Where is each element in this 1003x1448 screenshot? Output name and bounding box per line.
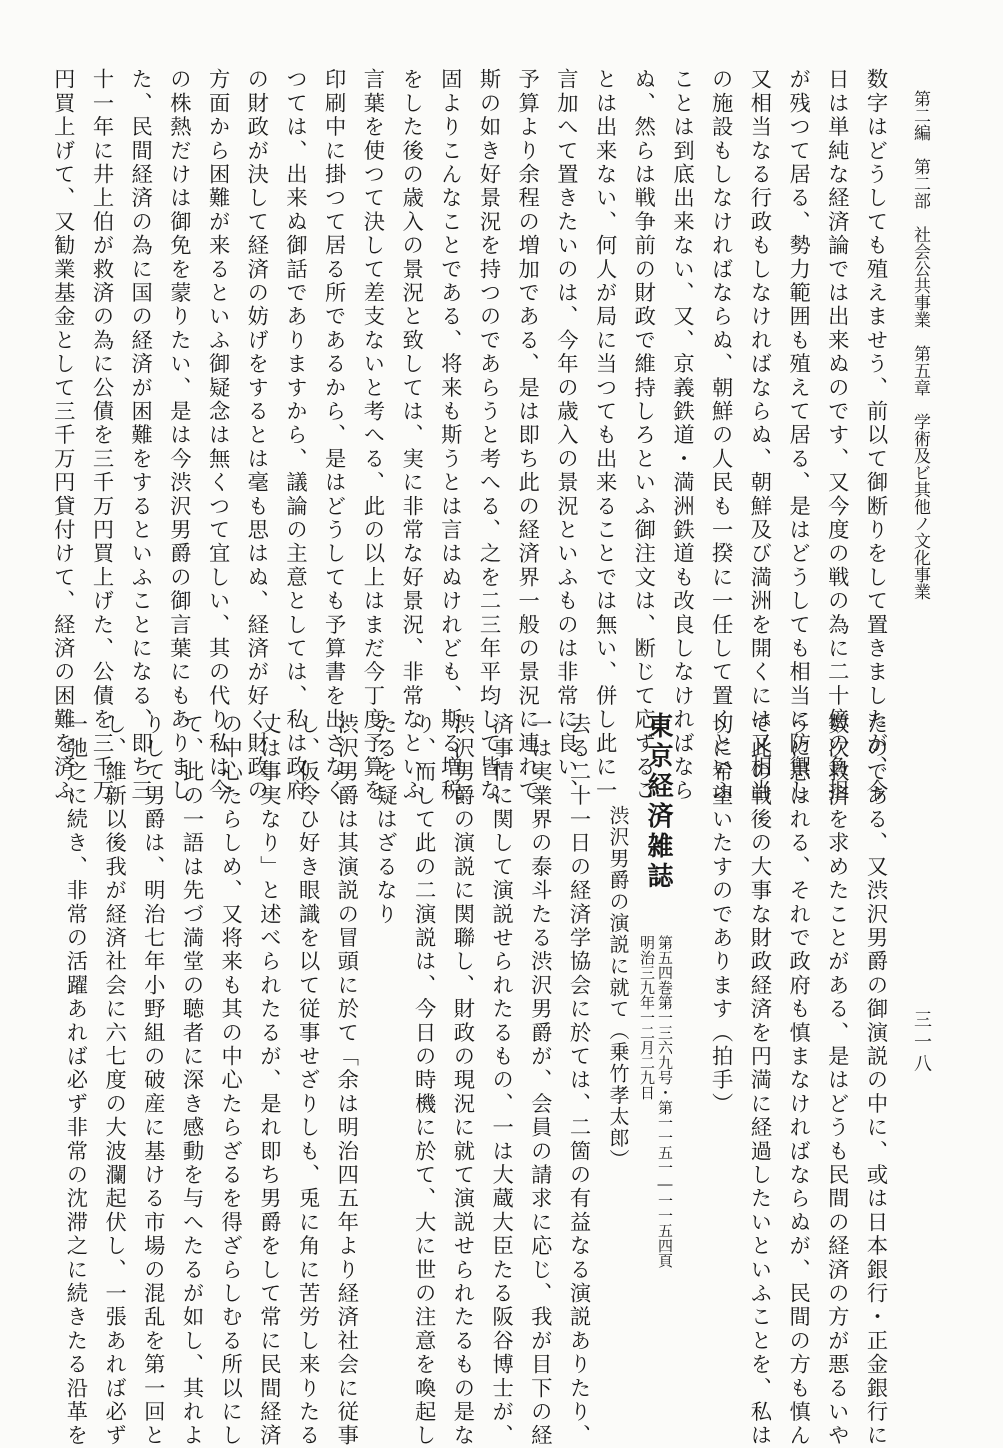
text-line: たのである、又渋沢男爵の御演説の中に、或は日本銀行・正金銀行に <box>863 713 888 1448</box>
text-line: 渋沢男爵は其演説の冒頭に於て「余は明治四五年より経済社会に従事 <box>333 713 359 1448</box>
text-line: し、仮令ひ好き眼識を以て従事せざりしも、兎に角に苦労し来りたる <box>295 713 321 1448</box>
text-line: 日は単純な経済論では出来ぬのです、又今度の戦の為に二十億の負担 <box>824 68 850 803</box>
text-line: 切に希望いたすのであります（拍手） <box>708 713 734 1116</box>
text-line: 言葉を使つて決して差支ないと考へる、此の以上はまだ今丁度予算を <box>359 68 385 803</box>
text-line: ことは到底出来ない、又、京義鉄道・満洲鉄道も改良しなければなら <box>669 68 695 803</box>
text-line: 丈は事実なり」と述べられたるが、是れ即ち男爵をして常に民間経済 <box>256 713 282 1448</box>
text-line: つては、出来ぬ御話でありますから、議論の主意としては、私は政府 <box>282 68 308 803</box>
text-line: ぬ、然らは戦争前の財政で維持しろといふ御注文は、断じて応ずるこ <box>630 68 656 803</box>
text-line: たるを疑はざるなり <box>372 713 398 927</box>
text-line: 固よりこんなことである、将来も斯うとは言はぬけれども、斯る増税 <box>437 68 463 803</box>
text-line: が残つて居る、勢力範囲も殖えて居る、是はどうしても相当に防禦し <box>785 68 811 803</box>
text-line: うに思はれる、それで政府も慎まなければならぬが、民間の方も慎ん <box>785 713 811 1448</box>
text-line: て、此の一語は先づ満堂の聴者に深き感動を与へたるが如し、其れよ <box>179 713 204 1448</box>
text-line: の株熱だけは御免を蒙りたい、是は今渋沢男爵の御言葉にもありまし <box>166 68 192 803</box>
text-line: 言加へて置きたいのは、今年の歳入の景況といふものは非常に良い、 <box>553 68 579 803</box>
text-line: 済事情に関して演説せられたるもの、一は大蔵大臣たる阪谷博士が、 <box>488 713 514 1448</box>
text-line: の財政が決して経済の妨げをするとは毫も思はぬ、経済が好く財政の <box>243 68 269 803</box>
text-line: 方面から困難が来るといふ御疑念は無くつて宜しい、其の代り私は今 <box>205 68 231 803</box>
text-line: 十一年に井上伯が救済の為に公債を三千万円買上げた、公債を三千万 <box>89 68 114 803</box>
citation-date: 明治三九年一二月二九日 <box>638 935 656 1100</box>
text-line: とは出来ない、何人が局に当つても出来ることでは無い、併し此に一 <box>592 68 618 803</box>
text-line: 渋沢男爵の演説に関聯し、財政の現況に就て演説せられたるもの是な <box>449 713 475 1448</box>
page-number: 三一八 <box>911 1010 932 1076</box>
text-line: 円買上げて、又勧業基金として三千万円貸付けて、経済の困難を済ふ <box>50 68 76 803</box>
text-line: 印刷中に掛つて居る所であるから、是はどうしても予算書を出さなく <box>321 68 347 803</box>
article-subtitle: 渋沢男爵の演説に就て（乗竹孝太郎） <box>606 805 630 1171</box>
text-line: た、民間経済の為に国の経済が困難をするといふことになる、即ち三 <box>127 68 153 803</box>
running-head: 第二編 第二部 社会公共事業 第五章 学術及ビ其他ノ文化事業 <box>910 90 930 600</box>
text-line: 斯の如き好景況を持つのであらうと考へる、之を二三年平均して皆な <box>476 68 501 803</box>
text-line: 去る二十一日の経済学協会に於ては、二箇の有益なる演説ありたり、 <box>566 713 591 1448</box>
text-line: の中心たらしめ、又将来も其の中心たらざるを得ざらしむる所以にし <box>217 713 243 1448</box>
citation-volume: 第五四巻第一三六九号・第一一五一―一一五四頁 <box>656 935 674 1268</box>
text-line: をした後の歳入の景況と致しては、実に非常な好景況、非常なといふ <box>398 68 424 803</box>
text-line: 数字はどうしても殖えませう、前以て御断りをして置きましたが、今 <box>863 68 888 803</box>
text-line: し、維新以後我が経済社会に六七度の大波瀾起伏し、一張あれば必ず <box>101 713 127 1448</box>
text-line: の施設もしなければならぬ、朝鮮の人民も一揆に一任して置くといふ <box>708 68 734 803</box>
text-line: 又相当なる行政もしなければならぬ、朝鮮及び満洲を開くには又相当 <box>746 68 772 803</box>
text-line: り、而して此の二演説は、今日の時機に於て、大に世の注意を喚起し <box>411 713 437 1448</box>
text-line: 一は実業界の泰斗たる渋沢男爵が、会員の請求に応じ、我が目下の経 <box>527 713 553 1448</box>
text-line: りして男爵は、明治七年小野組の破産に基ける市場の混乱を第一回と <box>140 713 166 1448</box>
text-line: 数次救済を求めたことがある、是はどうも民間の経済の方が悪るいや <box>824 713 850 1448</box>
text-line: で此の戦後の大事な財政経済を円満に経過したいといふことを、私は <box>746 713 772 1448</box>
text-line: 一弛之に続き、非常の活躍あれば必ず非常の沈滞之に続きたる沿革を <box>62 713 88 1448</box>
text-line: 予算より余程の増加である、是は即ち此の経済界一般の景況に連れて <box>514 68 540 803</box>
article-title: 東京経済雑誌 <box>643 712 673 892</box>
